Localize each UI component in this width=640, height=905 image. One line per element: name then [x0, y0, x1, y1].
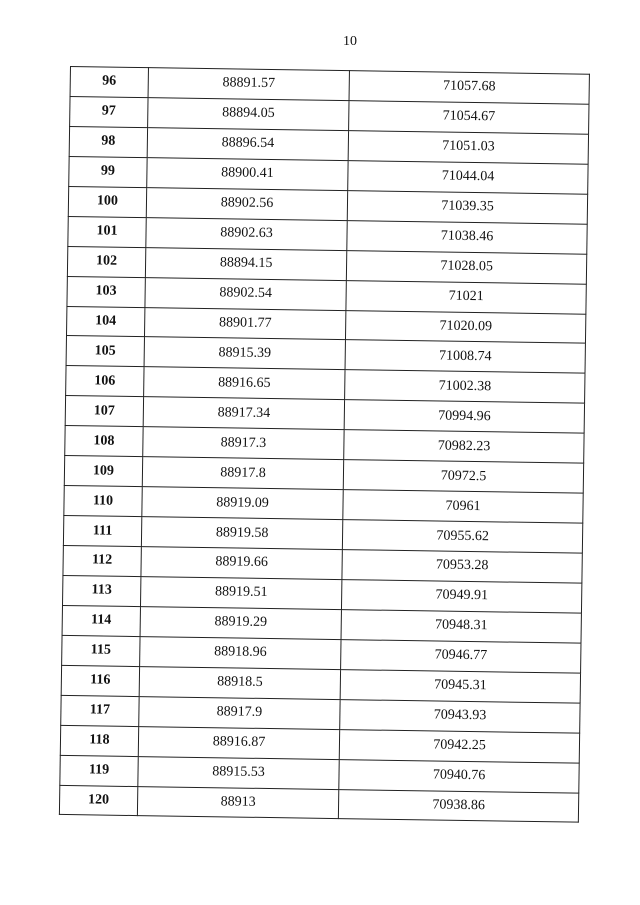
x-coordinate-cell: 88894.15	[145, 247, 347, 280]
y-coordinate-cell: 70982.23	[344, 430, 584, 463]
page-number: 10	[343, 34, 357, 49]
x-coordinate-cell: 88901.77	[144, 307, 346, 340]
coordinates-table	[59, 66, 590, 823]
y-coordinate-cell: 71057.68	[349, 71, 589, 104]
y-coordinate-cell: 71054.67	[349, 101, 589, 134]
y-coordinate-cell: 71051.03	[348, 131, 588, 164]
point-number-cell: 108	[65, 426, 143, 457]
point-number-cell: 102	[67, 246, 145, 277]
point-number-cell: 107	[65, 396, 143, 427]
y-coordinate-cell: 71028.05	[347, 250, 587, 283]
point-number-cell: 115	[62, 635, 140, 666]
y-coordinate-cell: 70994.96	[344, 400, 584, 433]
x-coordinate-cell: 88919.58	[141, 517, 343, 550]
point-number-cell: 96	[70, 67, 148, 98]
point-number-cell: 116	[61, 665, 139, 696]
y-coordinate-cell: 70955.62	[343, 520, 583, 553]
x-coordinate-cell: 88917.3	[143, 427, 345, 460]
point-number-cell: 114	[62, 605, 140, 636]
table-body	[59, 67, 589, 823]
x-coordinate-cell: 88902.63	[146, 217, 348, 250]
point-number-cell: 103	[67, 276, 145, 307]
x-coordinate-cell: 88918.5	[139, 666, 341, 699]
point-number-cell: 97	[70, 96, 148, 127]
x-coordinate-cell: 88919.66	[141, 547, 343, 580]
x-coordinate-cell: 88917.9	[139, 696, 341, 729]
y-coordinate-cell: 71002.38	[345, 370, 585, 403]
point-number-cell: 106	[66, 366, 144, 397]
y-coordinate-cell: 70961	[343, 490, 583, 523]
y-coordinate-cell: 70948.31	[341, 609, 581, 642]
point-number-cell: 105	[66, 336, 144, 367]
point-number-cell: 112	[63, 545, 141, 576]
point-number-cell: 104	[66, 306, 144, 337]
point-number-cell: 111	[63, 516, 141, 547]
point-number-cell: 119	[60, 755, 138, 786]
y-coordinate-cell: 70949.91	[342, 580, 582, 613]
x-coordinate-cell: 88894.05	[147, 98, 349, 131]
point-number-cell: 117	[61, 695, 139, 726]
y-coordinate-cell: 71038.46	[347, 220, 587, 253]
y-coordinate-cell: 70953.28	[342, 550, 582, 583]
x-coordinate-cell: 88915.53	[138, 756, 340, 789]
x-coordinate-cell: 88918.96	[139, 636, 341, 669]
y-coordinate-cell: 71008.74	[345, 340, 585, 373]
y-coordinate-cell: 70945.31	[340, 669, 580, 702]
y-coordinate-cell: 71044.04	[348, 160, 588, 193]
point-number-cell: 110	[64, 486, 142, 517]
x-coordinate-cell: 88900.41	[147, 157, 349, 190]
point-number-cell: 113	[62, 575, 140, 606]
y-coordinate-cell: 70946.77	[341, 639, 581, 672]
x-coordinate-cell: 88891.57	[148, 68, 350, 101]
y-coordinate-cell: 71021	[346, 280, 586, 313]
x-coordinate-cell: 88919.09	[142, 487, 344, 520]
point-number-cell: 118	[60, 725, 138, 756]
x-coordinate-cell: 88915.39	[144, 337, 346, 370]
x-coordinate-cell: 88913	[137, 786, 339, 819]
table-row	[59, 785, 578, 823]
point-number-cell: 120	[59, 785, 137, 816]
x-coordinate-cell: 88919.29	[140, 606, 342, 639]
y-coordinate-cell: 70938.86	[339, 789, 579, 822]
x-coordinate-cell: 88902.54	[145, 277, 347, 310]
coordinates-table-container	[59, 66, 590, 823]
point-number-cell: 98	[69, 126, 147, 157]
x-coordinate-cell: 88902.56	[146, 187, 348, 220]
x-coordinate-cell: 88919.51	[140, 577, 342, 610]
point-number-cell: 101	[68, 216, 146, 247]
x-coordinate-cell: 88896.54	[147, 128, 349, 161]
y-coordinate-cell: 70942.25	[339, 729, 579, 762]
x-coordinate-cell: 88917.8	[142, 457, 344, 490]
y-coordinate-cell: 70972.5	[343, 460, 583, 493]
point-number-cell: 99	[69, 156, 147, 187]
point-number-cell: 109	[64, 456, 142, 487]
y-coordinate-cell: 71039.35	[347, 190, 587, 223]
x-coordinate-cell: 88917.34	[143, 397, 345, 430]
x-coordinate-cell: 88916.65	[143, 367, 345, 400]
y-coordinate-cell: 71020.09	[346, 310, 586, 343]
y-coordinate-cell: 70943.93	[340, 699, 580, 732]
x-coordinate-cell: 88916.87	[138, 726, 340, 759]
y-coordinate-cell: 70940.76	[339, 759, 579, 792]
point-number-cell: 100	[68, 186, 146, 217]
